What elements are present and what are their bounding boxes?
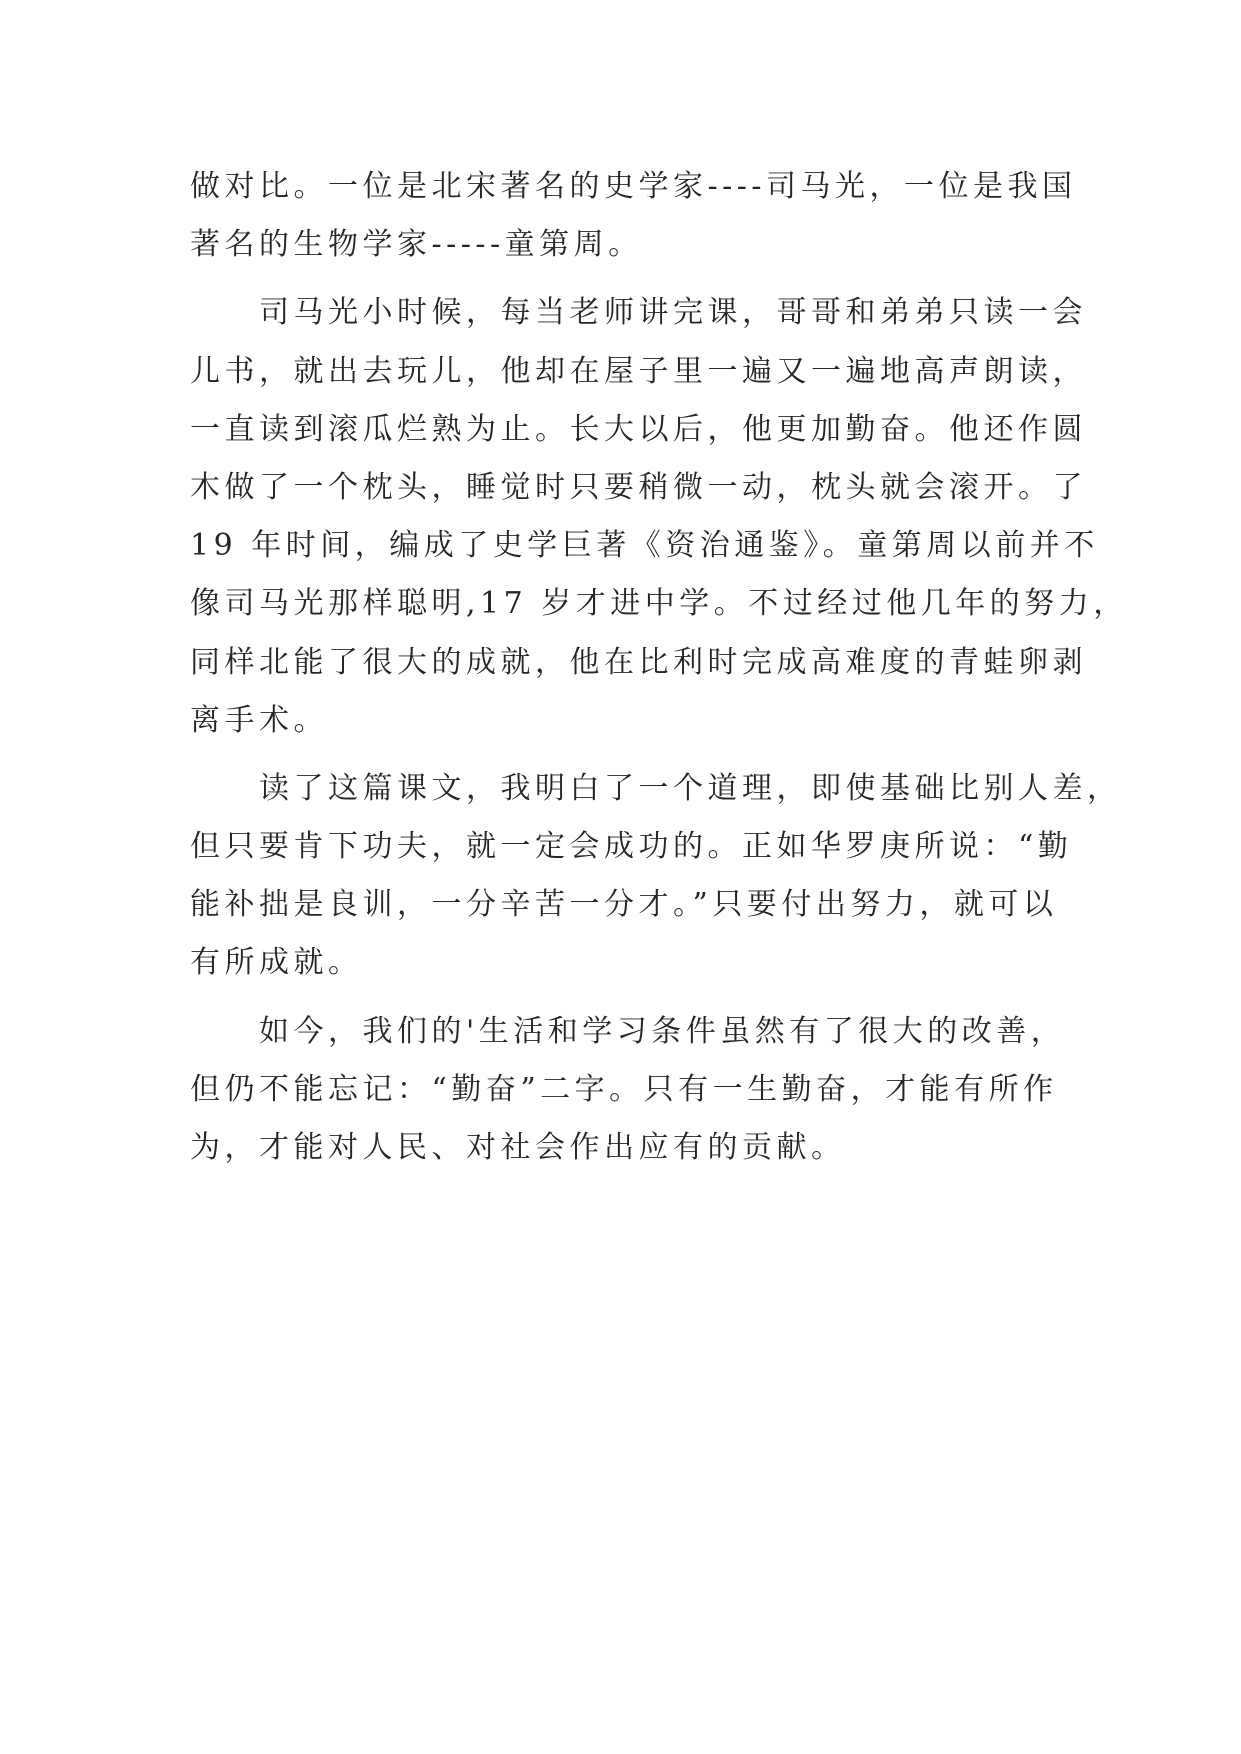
paragraph-2 bbox=[190, 284, 1128, 750]
text-line: 著名的生物学家-----童第周。 bbox=[190, 227, 643, 263]
paragraph-1 bbox=[190, 158, 1077, 274]
text-line: 儿书，就出去玩儿，他却在屋子里一遍又一遍地高声朗读， bbox=[190, 353, 1087, 389]
text-line: 一直读到滚瓜烂熟为止。长大以后，他更加勤奋。他还作圆 bbox=[190, 411, 1087, 447]
text-line: 司马光小时候，每当老师讲完课，哥哥和弟弟只读一会 bbox=[190, 295, 1087, 331]
text-line: 能补拙是良训，一分辛苦一分才。”只要付出努力，就可以 bbox=[190, 887, 1058, 923]
text-line: 像司马光那样聪明,17 岁才进中学。不过经过他几年的努力， bbox=[190, 586, 1128, 622]
essay-body bbox=[190, 158, 1128, 1177]
text-line: 木做了一个枕头，睡觉时只要稍微一动，枕头就会滚开。了 bbox=[190, 469, 1087, 505]
text-line: 19 年时间，编成了史学巨著《资治通鉴》。童第周以前并不 bbox=[190, 528, 1099, 564]
paragraph-3 bbox=[190, 760, 1122, 993]
text-line: 如今，我们的'生活和学习条件虽然有了很大的改善， bbox=[190, 1013, 1066, 1049]
paragraph-4 bbox=[190, 1003, 1066, 1178]
text-line: 读了这篇课文，我明白了一个道理，即使基础比别人差， bbox=[190, 770, 1122, 806]
text-line: 为，才能对人民、对社会作出应有的贡献。 bbox=[190, 1130, 846, 1165]
text-line: 离手术。 bbox=[190, 702, 328, 738]
text-line: 有所成就。 bbox=[190, 945, 363, 981]
text-line: 同样北能了很大的成就，他在比利时完成高难度的青蛙卵剥 bbox=[190, 644, 1087, 680]
text-line: 做对比。一位是北宋著名的史学家----司马光，一位是我国 bbox=[190, 169, 1077, 204]
text-line: 但仍不能忘记：“勤奋”二字。只有一生勤奋，才能有所作 bbox=[190, 1071, 1058, 1107]
text-line: 但只要肯下功夫，就一定会成功的。正如华罗庚所说：“勤 bbox=[190, 829, 1073, 865]
